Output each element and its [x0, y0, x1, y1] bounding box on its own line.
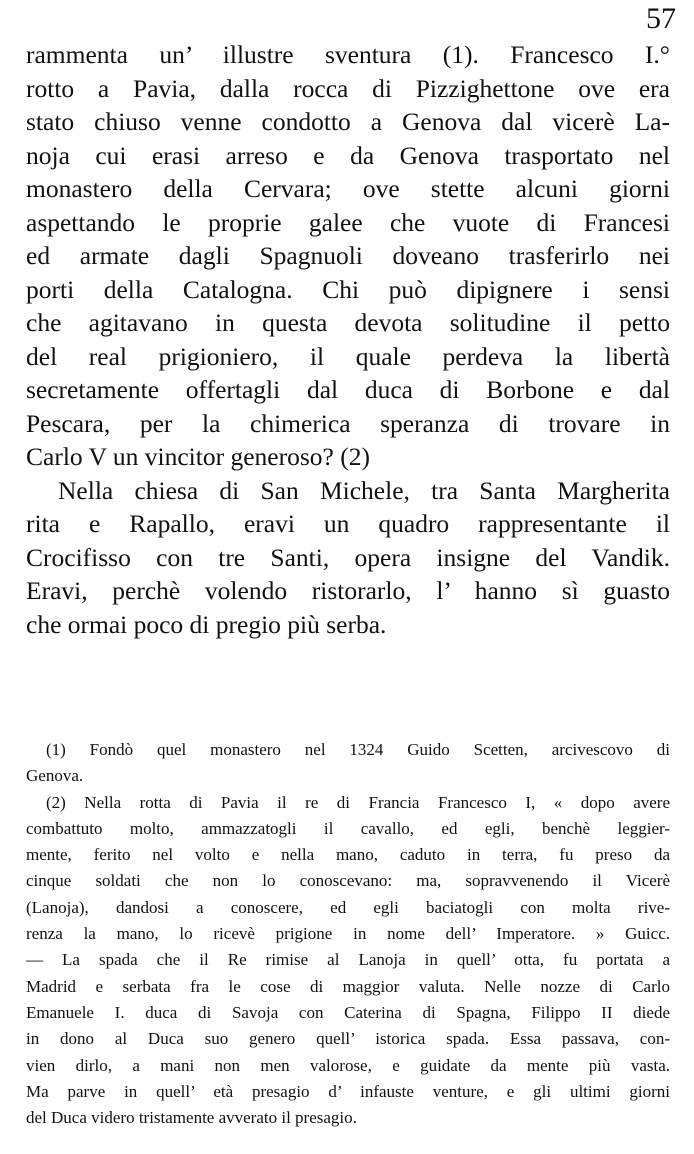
text-line: aspettando le proprie galee che vuote di Francesi: [26, 207, 670, 237]
text-line: che ormai poco di pregio più serba.: [26, 609, 387, 639]
text-line: monastero della Cervara; ove stette alcuni giorni: [26, 174, 670, 203]
footnotes: [26, 737, 670, 1131]
footnote-line: del Duca videro tristamente avverato il presagio.: [26, 1108, 357, 1128]
footnote-line: Genova.: [26, 766, 84, 786]
footnote-line: — La spada che il Re rimise al Lanoja in quell’ otta, fu portata a: [26, 950, 670, 970]
text-line: stato chiuso venne condotto a Genova dal vicerè La-: [26, 107, 670, 136]
main-text: [26, 38, 670, 641]
text-line: Eravi, perchè volendo ristorarlo, l’ hanno sì guasto: [26, 576, 670, 605]
text-line: Carlo V un vincitor generoso? (2): [26, 442, 370, 471]
footnote-line: Emanuele I. duca di Savoja con Caterina di Spagna, Filippo II diede: [26, 1002, 670, 1022]
footnote-line: renza la mano, lo ricevè prigione in nome dell’ Imperatore. » Guicc.: [26, 924, 670, 944]
paragraph: [26, 38, 670, 474]
footnote-line: (2) Nella rotta di Pavia il re di Francia Francesco I, « dopo avere: [46, 792, 670, 812]
footnote: [26, 737, 670, 790]
text-line: che agitavano in questa devota solitudine il petto: [26, 308, 670, 337]
text-line: ed armate dagli Spagnuoli doveano trasferirlo nei: [26, 241, 670, 270]
footnote-line: (Lanoja), dandosi a conoscere, ed egli baciatogli con molta rive-: [26, 897, 670, 917]
text-line: rita e Rapallo, eravi un quadro rappresentante il: [26, 509, 670, 538]
footnote-line: in dono al Duca suo genero quell’ istorica spada. Essa passava, con-: [26, 1029, 670, 1049]
text-line: Pescara, per la chimerica speranza di trovare in: [26, 408, 670, 438]
footnote-line: Madrid e serbata fra le cose di maggior valuta. Nelle nozze di Carlo: [26, 976, 670, 996]
text-line: noja cui erasi arreso e da Genova trasportato nel: [26, 140, 670, 170]
text-line: Crocifisso con tre Santi, opera insigne del Vandik.: [26, 542, 670, 572]
text-line: del real prigioniero, il quale perdeva la libertà: [26, 341, 670, 371]
text-line: porti della Catalogna. Chi può dipignere i sensi: [26, 274, 670, 304]
text-line: secretamente offertagli dal duca di Borbone e dal: [26, 375, 670, 404]
footnote-line: Ma parve in quell’ età presagio d’ infauste venture, e gli ultimi giorni: [26, 1081, 670, 1101]
footnote-line: combattuto molto, ammazzatogli il cavallo, ed egli, benchè leggier-: [26, 818, 670, 838]
paragraph: [26, 474, 670, 642]
footnote-line: mente, ferito nel volto e nella mano, caduto in terra, fu preso da: [26, 845, 670, 865]
footnote: [26, 790, 670, 1132]
text-line: rotto a Pavia, dalla rocca di Pizzighettone ove era: [26, 73, 670, 103]
page-number: 57: [646, 2, 676, 35]
footnote-line: vien dirlo, a mani non men valorose, e guidate da mente più vasta.: [26, 1055, 670, 1075]
text-line: rammenta un’ illustre sventura (1). Francesco I.°: [26, 40, 670, 69]
text-line: Nella chiesa di San Michele, tra Santa Margherita: [58, 475, 670, 505]
footnote-line: cinque soldati che non lo conoscevano: ma, sopravvenendo il Vicerè: [26, 871, 670, 891]
footnote-line: (1) Fondò quel monastero nel 1324 Guido Scetten, arcivescovo di: [46, 740, 670, 759]
